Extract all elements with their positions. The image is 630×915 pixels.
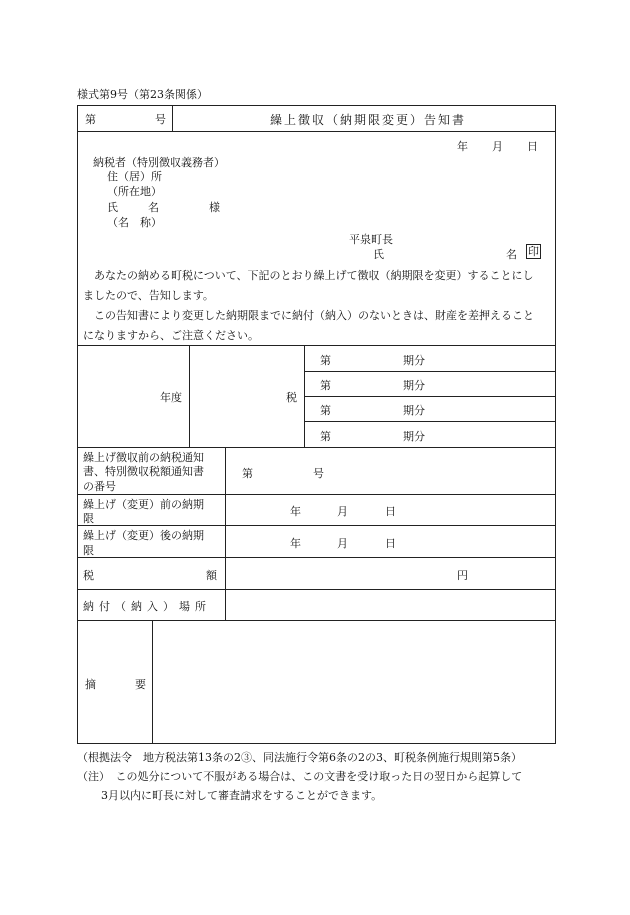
date-month: 月 [337, 537, 348, 550]
notice-label: 書、特別徴収税額通知書 [83, 465, 204, 478]
divider [152, 620, 153, 744]
seal-mark [526, 244, 541, 259]
date-day: 日 [385, 537, 396, 550]
remarks-teki: 摘 [85, 678, 96, 691]
date-month: 月 [492, 140, 503, 153]
number-dai: 第 [85, 113, 96, 126]
period-dai: 第 [320, 430, 331, 443]
divider [189, 345, 190, 447]
divider [304, 396, 556, 397]
tax-amount-gaku: 額 [206, 569, 217, 582]
body-text: ましたので、告知します。 [83, 289, 214, 302]
note-text: （注） この処分について不服がある場合は、この文書を受け取った日の翌日から起算して [77, 770, 523, 783]
divider [77, 447, 556, 448]
name-shi: 氏 [107, 201, 118, 214]
date-year: 年 [457, 140, 468, 153]
body-text: あなたの納める町税について、下記のとおり繰上げて徴収（納期限を変更）することにし [83, 269, 534, 282]
divider [304, 345, 305, 447]
seal-label: 印 [528, 245, 539, 258]
name-mei: 名 [148, 201, 159, 214]
note-text: 3月以内に町長に対して審査請求をすることができます。 [101, 789, 383, 802]
nendo-label: 年度 [160, 391, 182, 404]
divider [304, 421, 556, 422]
period-kibun: 期分 [403, 379, 425, 392]
divider [304, 371, 556, 372]
divider [77, 557, 556, 558]
before-deadline-label: 繰上げ（変更）前の納期 [83, 498, 204, 511]
zei-label: 税 [286, 391, 297, 404]
date-year: 年 [290, 505, 301, 518]
remarks-you: 要 [135, 678, 146, 691]
divider [77, 494, 556, 495]
divider [225, 447, 226, 620]
body-text: この告知書により変更した納期限までに納付（納入）のないときは、財産を差押えること [83, 309, 534, 322]
period-dai: 第 [320, 354, 331, 367]
divider [77, 620, 556, 621]
period-kibun: 期分 [403, 430, 425, 443]
taxpayer-label: 納税者（特別徴収義務者） [93, 156, 225, 169]
period-kibun: 期分 [403, 404, 425, 417]
number-go: 号 [155, 113, 166, 126]
notice-label: の番号 [83, 480, 116, 493]
issuer-mei: 名 [506, 248, 517, 261]
divider [77, 345, 556, 346]
issuer-shi: 氏 [373, 248, 384, 261]
divider [77, 589, 556, 590]
period-kibun: 期分 [403, 354, 425, 367]
divider [77, 525, 556, 526]
yen-label: 円 [457, 569, 468, 582]
legal-basis: （根拠法令 地方税法第13条の2③、同法施行令第6条の2の3、町税条例施行規則第5条） [77, 751, 522, 764]
location-label: （所在地） [107, 185, 162, 198]
divider [172, 105, 173, 131]
period-dai: 第 [320, 404, 331, 417]
form-id: 様式第9号（第23条関係） [77, 88, 208, 101]
mayor-label: 平泉町長 [349, 233, 393, 246]
date-year: 年 [290, 537, 301, 550]
before-deadline-label: 限 [83, 512, 94, 525]
form-title: 繰上徴収（納期限変更）告知書 [270, 113, 467, 127]
date-month: 月 [337, 505, 348, 518]
notice-go: 号 [313, 467, 324, 480]
notice-dai: 第 [242, 467, 253, 480]
payment-place-label: 納付（納入）場所 [83, 600, 211, 613]
date-day: 日 [527, 140, 538, 153]
date-day: 日 [385, 505, 396, 518]
tax-amount-zei: 税 [83, 569, 94, 582]
address-label: 住（居）所 [107, 170, 162, 183]
corp-name-label: （名 称） [107, 216, 162, 229]
after-deadline-label: 限 [83, 544, 94, 557]
period-dai: 第 [320, 379, 331, 392]
body-text: になりますから、ご注意ください。 [83, 329, 259, 342]
notice-label: 繰上げ徴収前の納税通知 [83, 451, 204, 464]
after-deadline-label: 繰上げ（変更）後の納期 [83, 529, 204, 542]
divider [77, 131, 556, 132]
sama-label: 様 [209, 201, 220, 214]
